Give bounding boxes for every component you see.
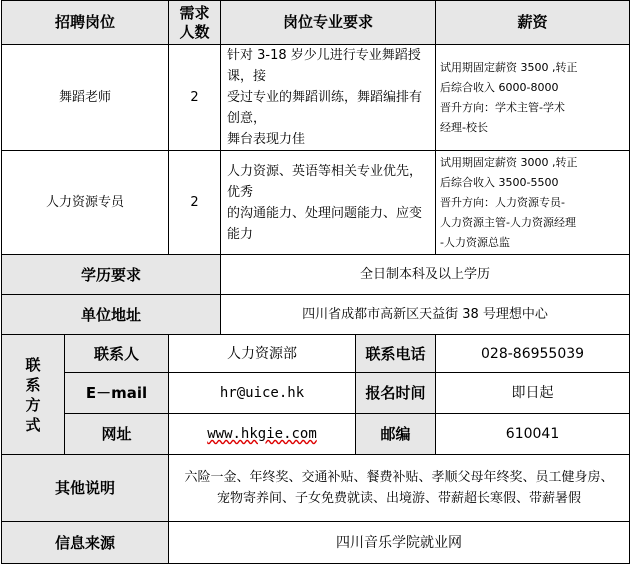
requirement-line: 人力资源、英语等相关专业优先，优秀	[227, 163, 423, 200]
salary-line: -人力资源总监	[440, 235, 511, 249]
job-count: 2	[169, 151, 221, 255]
address-label: 单位地址	[2, 295, 221, 335]
salary-line: 人力资源主管-人力资源经理	[440, 215, 576, 229]
job-count: 2	[169, 45, 221, 151]
header-count-line2: 人数	[179, 22, 210, 41]
deadline-value: 即日起	[436, 373, 630, 414]
salary-line: 后综合收入 6000-8000	[440, 80, 559, 94]
phone-value: 028-86955039	[436, 335, 630, 373]
recruitment-table	[1, 0, 630, 564]
header-count-line1: 需求	[179, 3, 210, 22]
other-row	[2, 455, 630, 522]
contact-row	[2, 335, 630, 373]
education-label: 学历要求	[2, 255, 221, 295]
salary-line: 试用期固定薪资 3000 ,转正	[440, 155, 578, 169]
education-value: 全日制本科及以上学历	[221, 255, 630, 295]
source-row	[2, 522, 630, 564]
website-link[interactable]	[169, 414, 356, 455]
requirement-line: 针对 3-18 岁少儿进行专业舞蹈授课，接	[227, 48, 421, 84]
education-row	[2, 255, 630, 295]
zip-label: 邮编	[356, 414, 436, 455]
job-row	[2, 151, 630, 255]
job-row	[2, 45, 630, 151]
address-value: 四川省成都市高新区天益街 38 号理想中心	[221, 295, 630, 335]
contact-label-char: 联	[25, 355, 41, 374]
job-requirements	[221, 151, 436, 255]
phone-label: 联系电话	[356, 335, 436, 373]
header-row	[2, 1, 630, 45]
salary-line: 晋升方向：学术主管-学术	[440, 100, 565, 114]
contact-label-char: 方	[25, 395, 41, 414]
other-label: 其他说明	[2, 455, 169, 522]
job-title: 人力资源专员	[2, 151, 169, 255]
source-value: 四川音乐学院就业网	[169, 522, 630, 564]
contact-label	[2, 335, 65, 455]
person-value: 人力资源部	[169, 335, 356, 373]
other-line: 宠物寄养间、子女免费就读、出境游、带薪超长寒假、带薪暑假	[217, 491, 582, 506]
job-salary	[436, 151, 630, 255]
salary-line: 经理-校长	[440, 120, 489, 134]
address-row	[2, 295, 630, 335]
job-salary	[436, 45, 630, 151]
header-salary: 薪资	[436, 1, 630, 45]
job-requirements	[221, 45, 436, 151]
person-label: 联系人	[65, 335, 169, 373]
header-position: 招聘岗位	[2, 1, 169, 45]
deadline-label: 报名时间	[356, 373, 436, 414]
contact-row	[2, 373, 630, 414]
other-value	[169, 455, 630, 522]
contact-label-char: 式	[25, 415, 41, 434]
other-line: 六险一金、年终奖、交通补贴、餐费补贴、孝顺父母年终奖、员工健身房、	[184, 470, 614, 485]
email-value[interactable]: hr@uice.hk	[169, 373, 356, 414]
requirement-line: 舞台表现力佳	[227, 132, 306, 147]
website-label: 网址	[65, 414, 169, 455]
salary-line: 后综合收入 3500-5500	[440, 175, 559, 189]
contact-row	[2, 414, 630, 455]
source-label: 信息来源	[2, 522, 169, 564]
salary-line: 晋升方向：人力资源专员-	[440, 195, 565, 209]
requirement-line: 的沟通能力、处理问题能力、应变能力	[227, 205, 423, 242]
salary-line: 试用期固定薪资 3500 ,转正	[440, 60, 578, 74]
requirement-line: 受过专业的舞蹈训练，舞蹈编排有创意，	[227, 90, 423, 126]
job-title: 舞蹈老师	[2, 45, 169, 151]
contact-label-char: 系	[25, 375, 41, 394]
header-requirements: 岗位专业要求	[221, 1, 436, 45]
email-label: E－mail	[65, 373, 169, 414]
zip-value: 610041	[436, 414, 630, 455]
header-count	[169, 1, 221, 45]
website-text[interactable]: www.hkgie.com	[207, 426, 317, 442]
